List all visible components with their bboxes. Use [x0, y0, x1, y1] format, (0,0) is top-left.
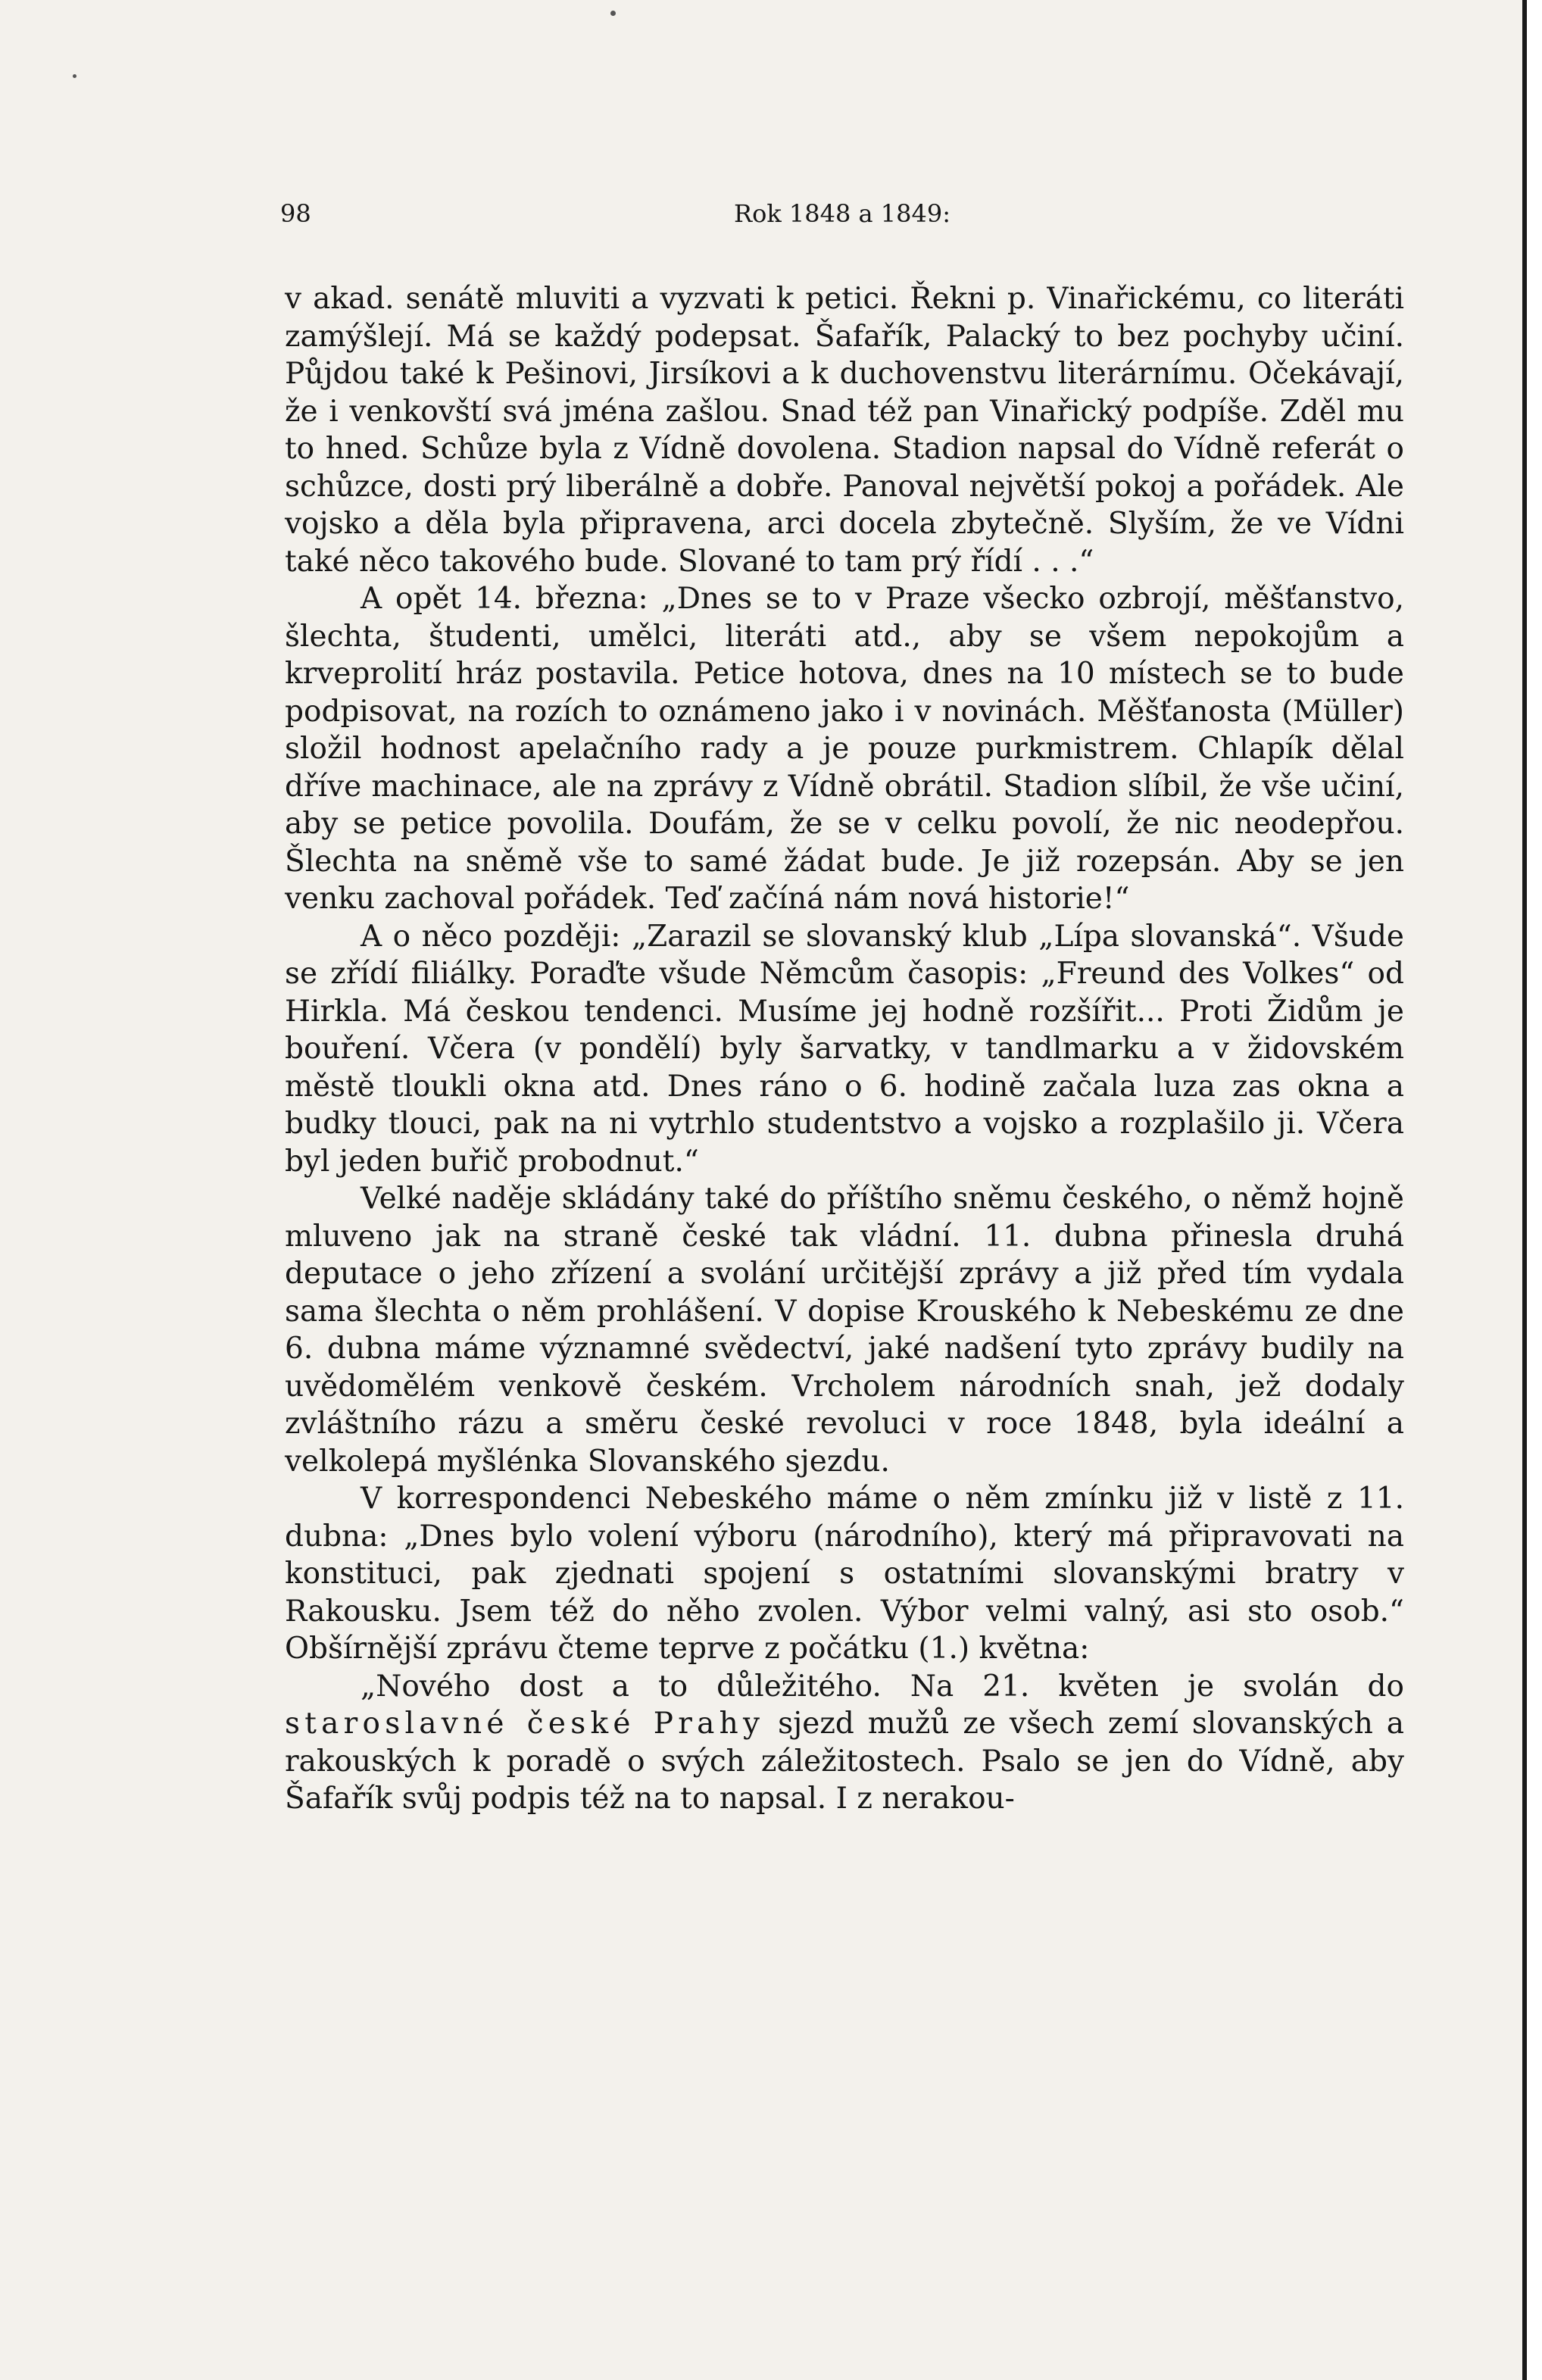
paragraph-6-end: sjezd mužů ze všech zemí slovanských a rakouských k poradě o svých záležitostech. Psalo se jen do Vídně, aby Šafařík svůj podpis též na to napsal. I z nerakou- — [285, 1707, 1404, 1816]
paragraph-3: A o něco později: „Zarazil se slovanský klub „Lípa slovanská“. Všude se zřídí filiálky. Poraďte všude Němcům časopis: „Freund des Volkes“ od Hirkla. Má českou tendenci. Musíme jej hodně rozšířit... Proti Židům je bouření. Včera (v pondělí) byly šarvatky, v tandlmarku a v židovském městě tloukli okna atd. Dnes ráno o 6. hodině začala luza zas okna a budky tlouci, pak na ni vytrhlo studentstvo a vojsko a rozplašilo ji. Včera byl jeden buřič probodnut.“ — [285, 919, 1404, 1179]
paragraph-1: v akad. senátě mluviti a vyzvati k petici. Řekni p. Vinařickému, co literáti zamýšlejí. Má se každý podepsat. Šafařík, Palacký to bez pochyby učiní. Půjdou také k Pešinovi, Jirsíkovi a k duchovenstvu literárnímu. Očekávají, že i venkovští svá jména zašlou. Snad též pan Vinařický podpíše. Zděl mu to hned. Schůze byla z Vídně dovolena. Stadion napsal do Vídně referát o schůzce, dosti prý liberálně a dobře. Panoval největší pokoj a pořádek. Ale vojsko a děla byla připravena, arci docela zbytečně. Slyším, že ve Vídni také něco takového bude. Slované to tam prý řídí . . .“ — [285, 282, 1404, 579]
paragraph-6-start: „Nového dost a to důležitého. Na 21. květen je svolán do — [361, 1669, 1404, 1704]
paragraph-4: Velké naděje skládány také do příštího sněmu českého, o němž hojně mluveno jak na straně české tak vládní. 11. dubna přinesla druhá deputace o jeho zřízení a svolání určitější zprávy a již před tím vydala sama šlechta o něm prohlášení. V dopise Krouského k Nebeskému ze dne 6. dubna máme významné svědectví, jaké nadšení tyto zprávy budily na uvědomělém venkově českém. Vrcholem národních snah, jež dodaly zvláštního rázu a směru české revoluci v roce 1848, byla ideální a velkolepá myšlénka Slovanského sjezdu. — [285, 1182, 1404, 1479]
running-head: Rok 1848 a 1849: — [734, 199, 950, 228]
paragraph-5: V korrespondenci Nebeského máme o něm zmínku již v listě z 11. dubna: „Dnes bylo volení výboru (národního), který má připravovati na konstituci, pak zjednati spojení s ostatními slovanskými bratry v Rakousku. Jsem též do něho zvolen. Výbor velmi valný, asi sto osob.“ Obšírnější zprávu čteme teprve z počátku (1.) května: — [285, 1482, 1404, 1666]
paragraph-2: A opět 14. března: „Dnes se to v Praze všecko ozbrojí, měšťanstvo, šlechta, študenti, umělci, literáti atd., aby se všem nepokojům a krveprolití hráz postavila. Petice hotova, dnes na 10 místech se to bude podpisovat, na rozích to oznámeno jako i v novinách. Měšťanosta (Müller) složil hodnost apelačního rady a je pouze purkmistrem. Chlapík dělal dříve machinace, ale na zprávy z Vídně obrátil. Stadion slíbil, že vše učiní, aby se petice povolila. Doufám, že se v celku povolí, že nic neodepřou. Šlechta na sněmě vše to samé žádat bude. Je již rozepsán. Aby se jen venku zachoval pořádek. Teď začíná nám nová historie!“ — [285, 582, 1404, 916]
print-speck — [610, 11, 616, 16]
page-edge — [1522, 0, 1542, 2380]
body-text — [285, 280, 1404, 1818]
print-speck — [73, 74, 76, 78]
spaced-emphasis: staroslavné české Prahy — [285, 1707, 765, 1741]
page-number: 98 — [280, 199, 311, 228]
page-header — [280, 198, 1404, 229]
paragraph-6 — [285, 1668, 1404, 1818]
